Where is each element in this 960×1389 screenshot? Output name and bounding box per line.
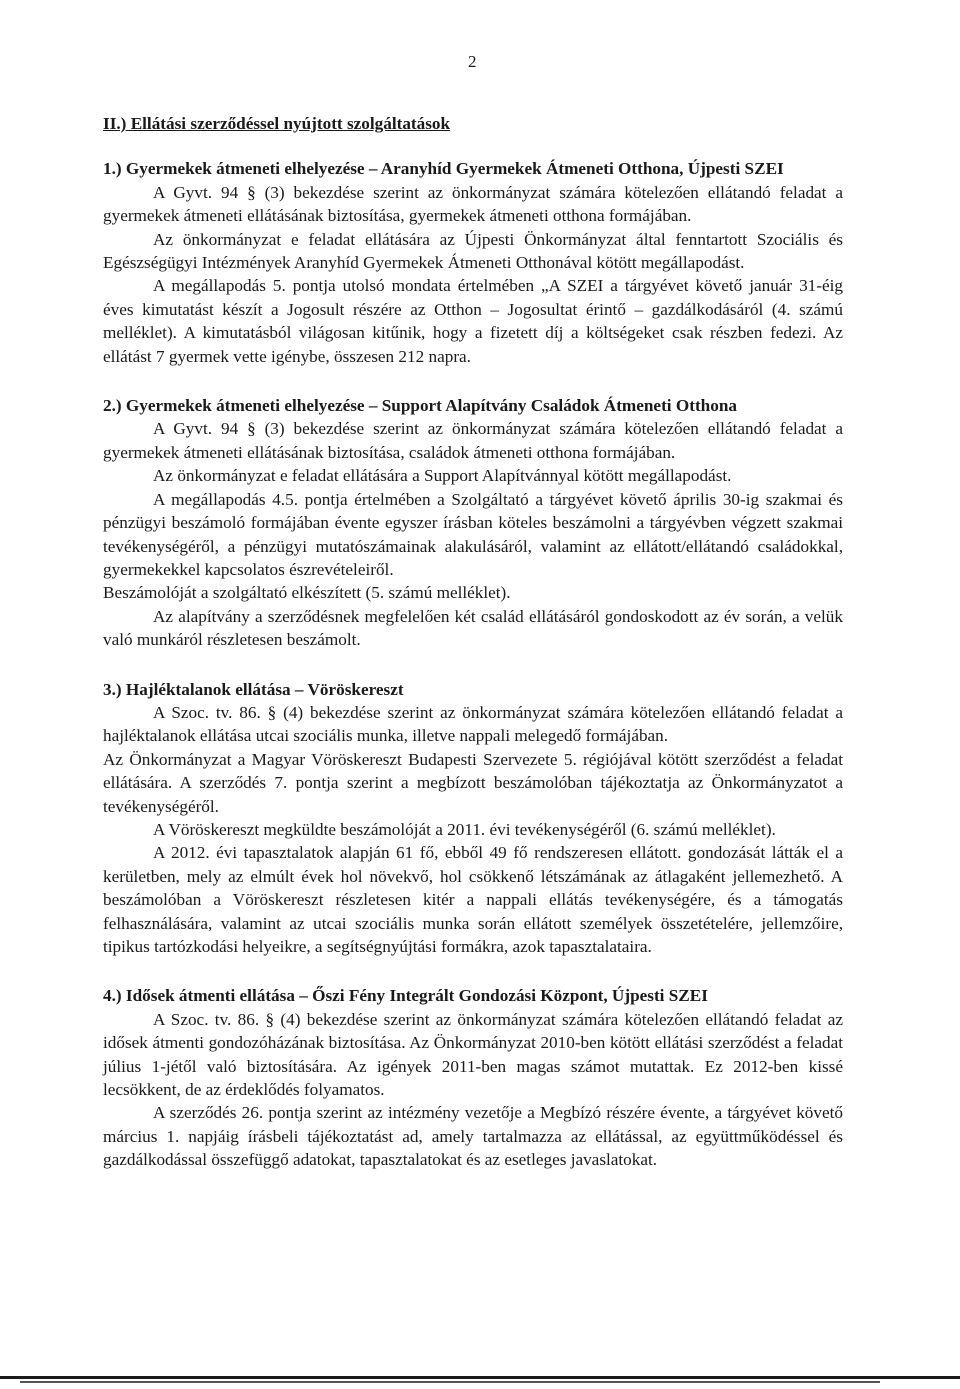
section-2-title: 2.) Gyermekek átmeneti elhelyezése – Support Alapítvány Családok Átmeneti Otthona [103, 396, 737, 416]
section-2-paragraph: A megállapodás 4.5. pontja értelmében a Szolgáltató a tárgyévet követő április 30-ig szakmai és pénzügyi beszámoló formájában évente egyszer írásban köteles beszámolni a tárgyévben végzett szakmai tevékenységéről, a pénzügyi mutatószámainak alakulásáról, valamint az ellátott/ellátandó családokkal, gyermekekkel kapcsolatos észrevételeiről. [103, 489, 843, 579]
page-number: 2 [468, 52, 477, 71]
scan-bottom-edge [0, 1376, 960, 1379]
section-4-title: 4.) Idősek átmenti ellátása – Őszi Fény Integrált Gondozási Központ, Újpesti SZEI [103, 986, 708, 1006]
section-2-paragraph: Az alapítvány a szerződésnek megfelelően két család ellátásáról gondoskodott az év során, a velük való munkáról részletesen beszámolt. [103, 606, 843, 650]
section-4-paragraph: A Szoc. tv. 86. § (4) bekezdése szerint az önkormányzat számára kötelezően ellátandó feladat az idősek átmenti gondozóházának biztosítása. Az Önkormányzat 2010-ben kötött ellátási szerződést a feladat július 1-jétől való biztosítására. Az igények 2011-ben magas számot mutattak. Ez 2012-ben kissé lecsökkent, de az érdeklődés folyamatos. [103, 1009, 843, 1100]
section-1-paragraph: A megállapodás 5. pontja utolsó mondata értelmében „A SZEI a tárgyévet követő január 31-éig éves kimutatást készít a Jogosult részére az Otthon – Jogosultat érintő – gazdálkodásáról (4. számú melléklet). A kimutatásból világosan kitűnik, hogy a fizetett díj a költségeket csak részben fedezi. Az ellátást 7 gyermek vette igénybe, összesen 212 napra. [103, 276, 843, 366]
section-3-title: 3.) Hajléktalanok ellátása – Vöröskereszt [103, 679, 404, 699]
main-heading: II.) Ellátási szerződéssel nyújtott szolgáltatások [103, 114, 451, 133]
section-4-paragraph: A szerződés 26. pontja szerint az intézmény vezetője a Megbízó részére évente, a tárgyévet követő március 1. napjáig írásbeli tájékoztatást ad, amely tartalmazza az ellátással, az együttműködéssel és gazdálkodással összefüggő adatokat, tapasztalatokat és az esetleges javaslatokat. [103, 1103, 843, 1170]
section-1-title: 1.) Gyermekek átmeneti elhelyezése – Aranyhíd Gyermekek Átmeneti Otthona, Újpesti SZEI [103, 159, 784, 179]
section-3-paragraph: Az Önkormányzat a Magyar Vöröskereszt Budapesti Szervezete 5. régiójával kötött szerződést a feladat ellátására. A szerződés 7. pontja szerint a megbízott beszámolóban tájékoztatja az Önkormányzatot a tevékenységéről. [103, 749, 843, 816]
document-body [103, 112, 843, 1172]
section-1-paragraph: Az önkormányzat e feladat ellátására az Újpesti Önkormányzat által fenntartott Szociális és Egészségügyi Intézmények Aranyhíd Gyermekek Átmeneti Otthonával kötött megállapodást. [103, 229, 843, 273]
section-3-paragraph: A 2012. évi tapasztalatok alapján 61 fő, ebből 49 fő rendszeresen ellátott. gondozását látták el a kerületben, mely az elmúlt évek hol növekvő, hol csökkenő létszámának az átlagaként jellemezhető. A beszámolóban a Vöröskereszt részletesen kitér a nappali ellátás tevékenységére, és a támogatás felhasználására, valamint az utcai szociális munka során ellátott személyek összetételére, jellemzőire, tipikus tartózkodási helyeikre, a segítségnyújtási formákra, azok tapasztalataira. [103, 843, 843, 956]
section-3-paragraph: A Vöröskereszt megküldte beszámolóját a 2011. évi tevékenységéről (6. számú melléklet). [153, 819, 776, 839]
section-2-paragraph: Beszámolóját a szolgáltató elkészített (5. számú melléklet). [103, 583, 511, 603]
section-1-paragraph: A Gyvt. 94 § (3) bekezdése szerint az önkormányzat számára kötelezően ellátandó feladat a gyermekek átmeneti ellátásának biztosítása, gyermekek átmeneti otthona formájában. [103, 182, 843, 226]
section-2-paragraph: Az önkormányzat e feladat ellátására a Support Alapítvánnyal kötött megállapodást. [153, 466, 732, 486]
section-3-paragraph: A Szoc. tv. 86. § (4) bekezdése szerint az önkormányzat számára kötelezően ellátandó feladat a hajléktalanok ellátása utcai szociális munka, illetve nappali melegedő formájában. [103, 702, 843, 746]
section-2-paragraph: A Gyvt. 94 § (3) bekezdése szerint az önkormányzat számára kötelezően ellátandó feladat a gyermekek átmeneti ellátásának biztosítása, családok átmeneti otthona formájában. [103, 419, 843, 462]
scan-bottom-edge-2 [20, 1381, 880, 1383]
